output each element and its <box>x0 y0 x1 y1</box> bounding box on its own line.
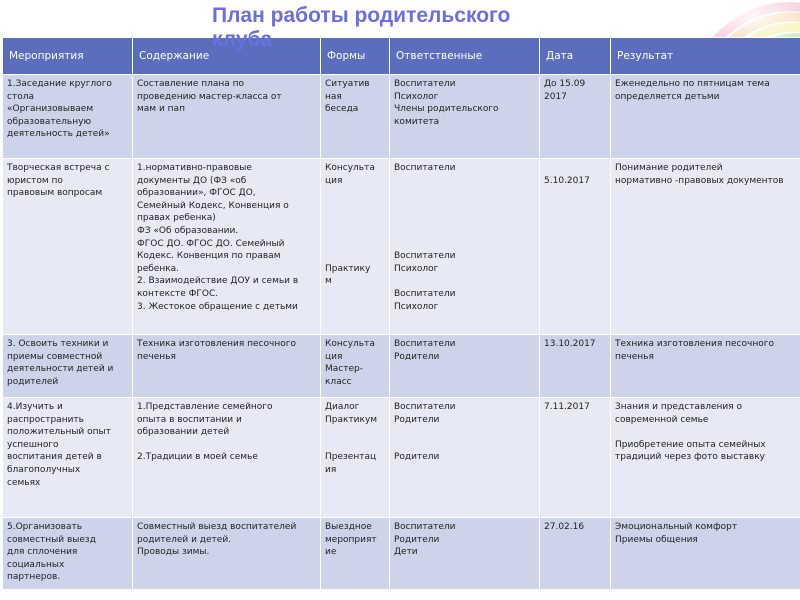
cell-event: 4.Изучить и распространить положительный опыт успешного воспитания детей в благополучных семьях <box>3 398 133 518</box>
cell-forms: Выездное мероприят ие <box>321 518 390 590</box>
cell-event: 1.Заседание круглого стола «Организовываем образовательную деятельность детей» <box>3 75 133 159</box>
cell-result: Знания и представления о современной семье Приобретение опыта семейных традиций через фото выставку <box>611 398 800 518</box>
cell-responsible: Воспитатели Родители Дети <box>390 518 540 590</box>
header-forms: Формы <box>321 38 390 75</box>
cell-content: 1.нормативно-правовые документы ДО (ФЗ «об образовании», ФГОС ДО, Семейный Кодекс, Конвенция о правах ребенка) ФЗ «Об образовании. ФГОС ДО. ФГОС ДО. Семейный Кодекс. Конвенция по правам ребенка. 2. Взаимодействие ДОУ и семьи в контексте ФГОС. 3. Жестокое обращение с детьми <box>133 159 321 335</box>
page-title: План работы родительского клуба <box>212 4 511 51</box>
club-plan-table <box>2 37 800 590</box>
cell-content: Составление плана по проведению мастер-класса от мам и пап <box>133 75 321 159</box>
table-row <box>3 518 800 590</box>
cell-event: Творческая встреча с юристом по правовым вопросам <box>3 159 133 335</box>
cell-content: 1.Представление семейного опыта в воспитании и образовании детей 2.Традиции в моей семье <box>133 398 321 518</box>
cell-result: Эмоциональный комфорт Приемы общения <box>611 518 800 590</box>
cell-forms: Ситуатив ная беседа <box>321 75 390 159</box>
cell-content: Техника изготовления песочного печенья <box>133 335 321 398</box>
cell-event: 3. Освоить техники и приемы совместной деятельности детей и родителей <box>3 335 133 398</box>
header-responsible: Ответственные <box>390 38 540 75</box>
header-result: Результат <box>611 38 800 75</box>
table-row <box>3 398 800 518</box>
cell-date: 7.11.2017 <box>540 398 611 518</box>
cell-date: 5.10.2017 <box>540 159 611 335</box>
cell-forms: Диалог Практикум Презентац ия <box>321 398 390 518</box>
cell-date: 27.02.16 <box>540 518 611 590</box>
table-row <box>3 335 800 398</box>
cell-content: Совместный выезд воспитателей родителей и детей. Проводы зимы. <box>133 518 321 590</box>
header-content: Содержание <box>133 38 321 75</box>
header-events: Мероприятия <box>3 38 133 75</box>
cell-forms: Консульта ция Практику м <box>321 159 390 335</box>
cell-responsible: Воспитатели Воспитатели Психолог Воспитатели Психолог <box>390 159 540 335</box>
cell-responsible: Воспитатели Психолог Члены родительского комитета <box>390 75 540 159</box>
cell-responsible: Воспитатели Родители <box>390 335 540 398</box>
cell-date: До 15.09 2017 <box>540 75 611 159</box>
cell-date: 13.10.2017 <box>540 335 611 398</box>
cell-responsible: Воспитатели Родители Родители <box>390 398 540 518</box>
cell-result: Техника изготовления песочного печенья <box>611 335 800 398</box>
cell-forms: Консульта ция Мастер- класс <box>321 335 390 398</box>
header-date: Дата <box>540 38 611 75</box>
table-row <box>3 159 800 335</box>
cell-event: 5.Организовать совместный выезд для сплочения социальных партнеров. <box>3 518 133 590</box>
cell-result: Еженедельно по пятницам тема определяется детьми <box>611 75 800 159</box>
table-row <box>3 75 800 159</box>
cell-result: Понимание родителей нормативно -правовых документов <box>611 159 800 335</box>
